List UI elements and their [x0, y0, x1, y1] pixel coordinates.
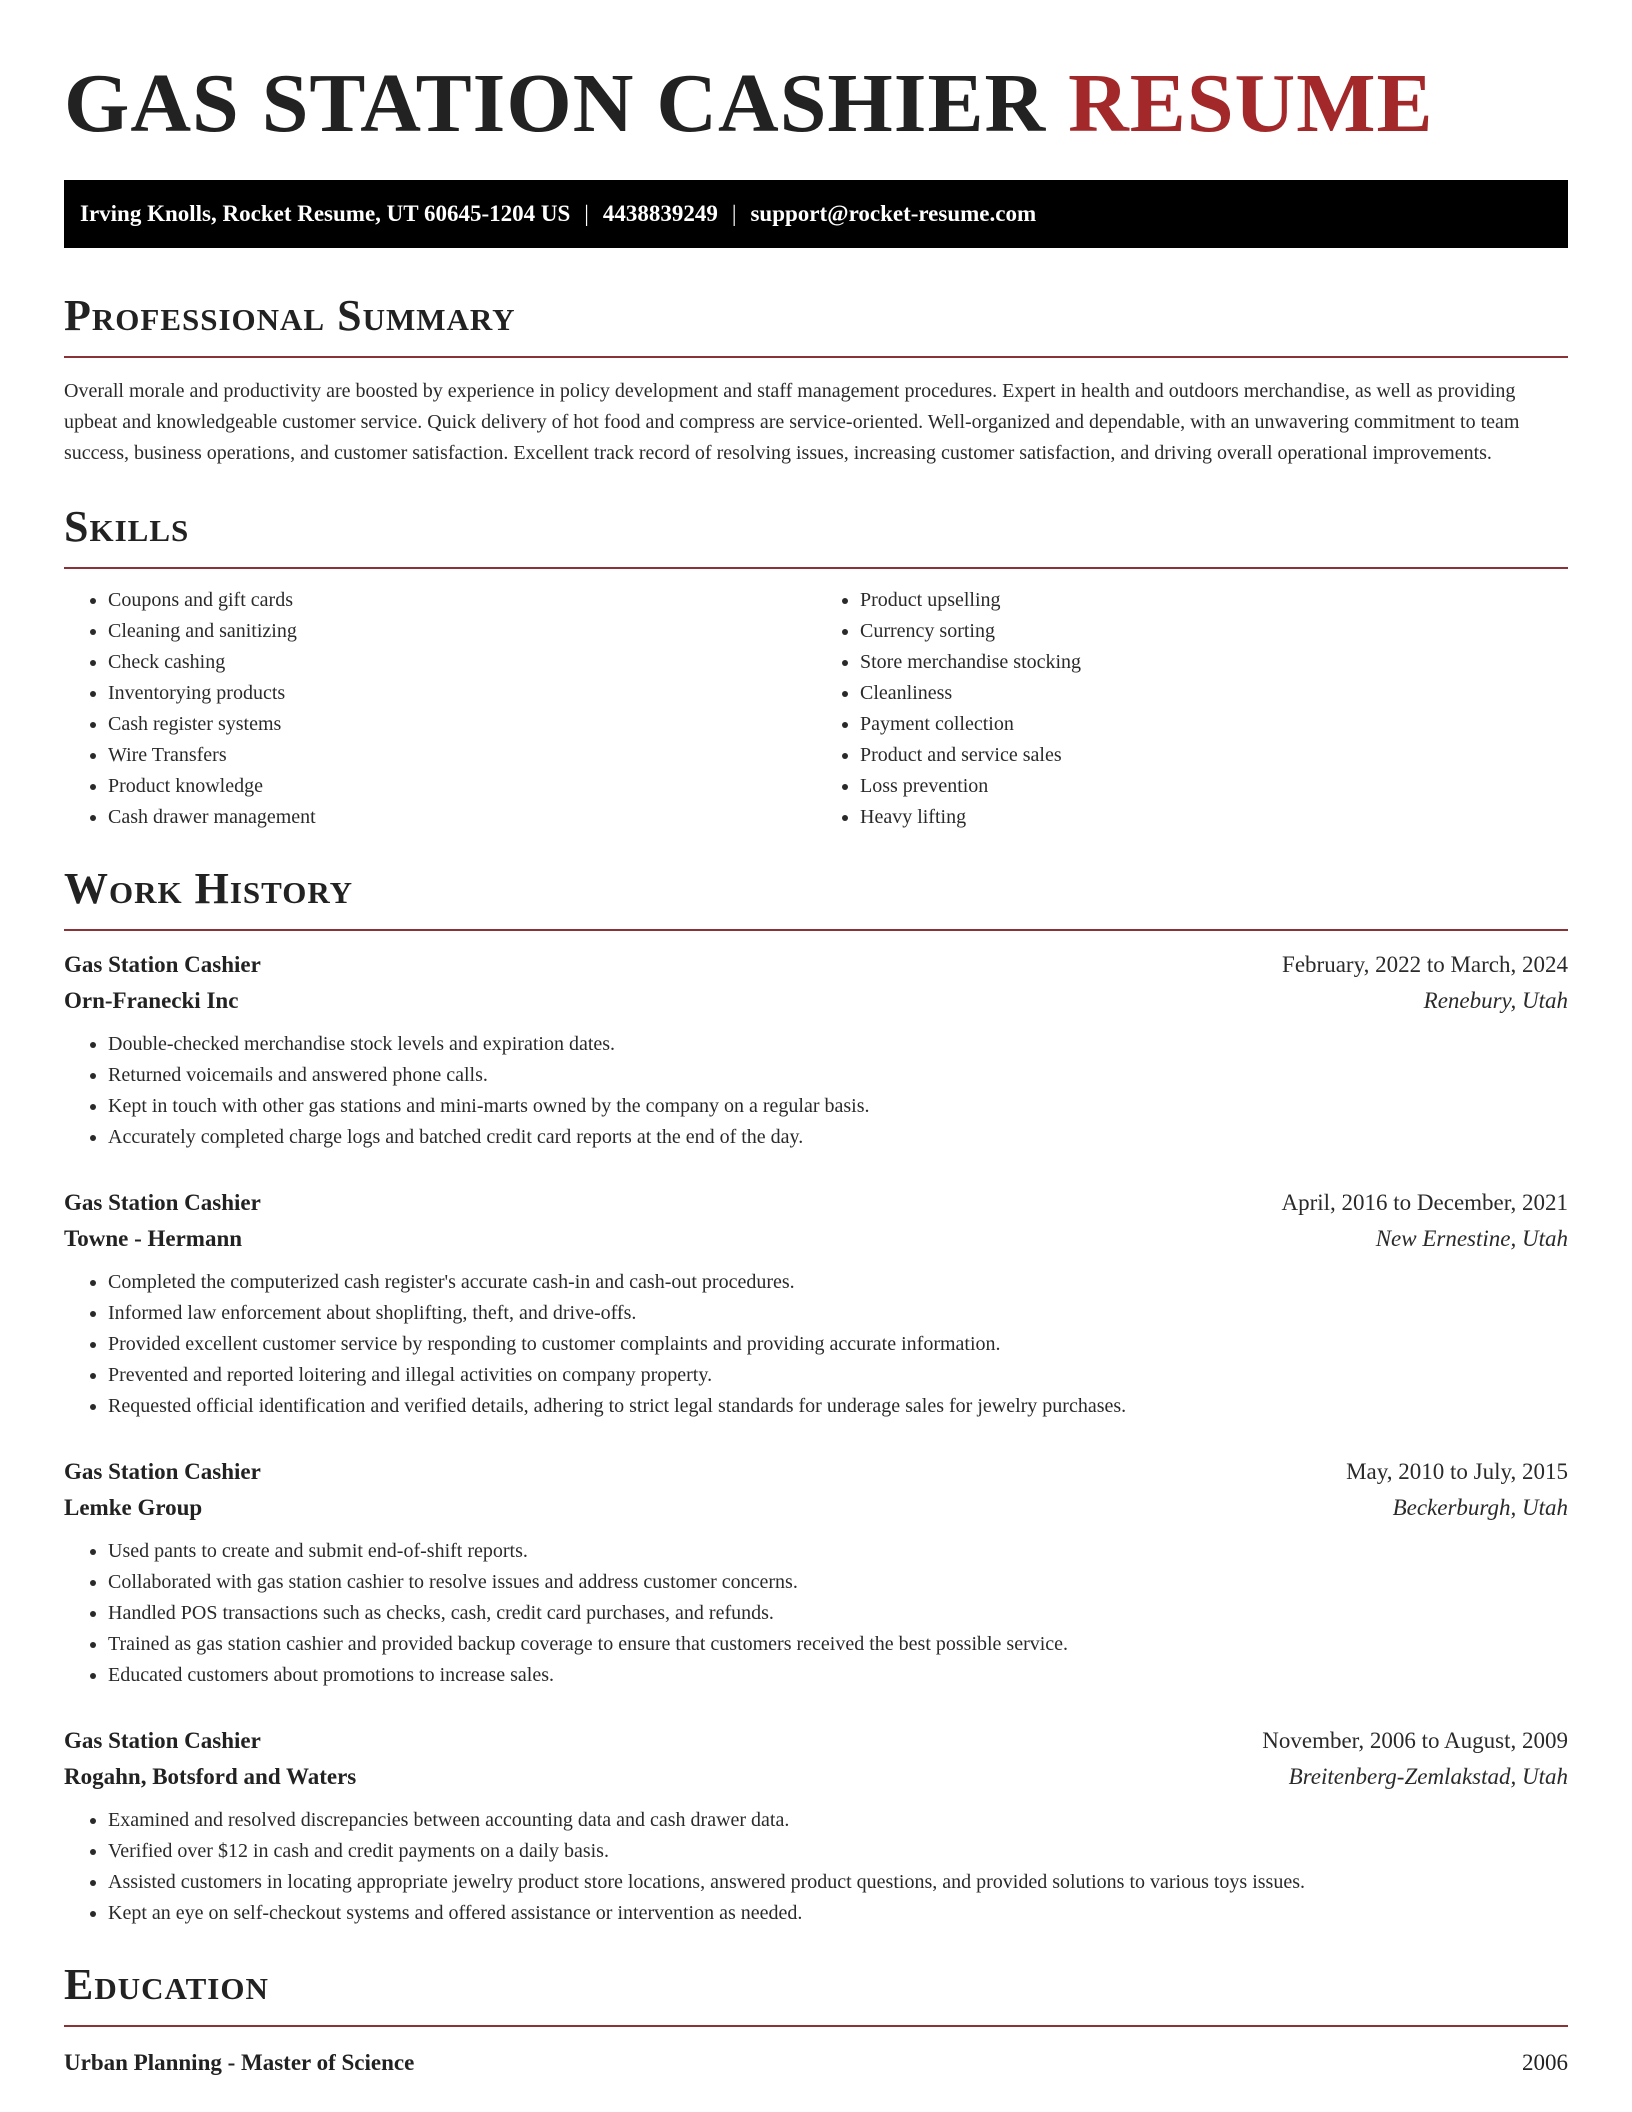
skill-item: • Coupons and gift cards	[108, 585, 816, 616]
job-bullet: • Accurately completed charge logs and batched credit card reports at the end of the day.	[108, 1122, 1568, 1153]
job-title: Gas Station Cashier	[64, 952, 261, 977]
skill-item: • Cash register systems	[108, 709, 816, 740]
skill-item: • Cleanliness	[860, 678, 1568, 709]
job-company-row	[64, 1490, 1568, 1526]
job-entry	[64, 947, 1568, 1153]
job-company-row	[64, 1221, 1568, 1257]
education-entry	[64, 2045, 1568, 2081]
skill-item: • Product and service sales	[860, 740, 1568, 771]
job-title: Gas Station Cashier	[64, 1728, 261, 1753]
section-heading-work-history: Work History	[64, 864, 354, 913]
job-location: Breitenberg-Zemlakstad, Utah	[1288, 1764, 1568, 1789]
skill-item: • Cleaning and sanitizing	[108, 616, 816, 647]
job-header-row	[64, 1723, 1568, 1759]
job-dates: November, 2006 to August, 2009	[1262, 1728, 1568, 1753]
section-divider	[64, 567, 1568, 569]
education-degree: Urban Planning - Master of Science	[64, 2050, 415, 2075]
job-bullets	[64, 1029, 1568, 1153]
skill-item: • Heavy lifting	[860, 802, 1568, 833]
job-company: Towne - Hermann	[64, 1226, 243, 1251]
job-bullet: • Provided excellent customer service by responding to customer complaints and providing accurate information.	[108, 1329, 1568, 1360]
skill-item: • Inventorying products	[108, 678, 816, 709]
job-bullet: • Informed law enforcement about shoplifting, theft, and drive-offs.	[108, 1298, 1568, 1329]
job-bullet: • Verified over $12 in cash and credit payments on a daily basis.	[108, 1836, 1568, 1867]
section-heading-skills: Skills	[64, 502, 190, 551]
contact-address: Irving Knolls, Rocket Resume, UT 60645-1204 US	[80, 201, 571, 226]
skill-item: • Product upselling	[860, 585, 1568, 616]
skills-list-left	[64, 585, 816, 833]
education-section	[64, 1959, 1568, 2081]
section-heading-summary: Professional Summary	[64, 291, 516, 340]
job-bullet: • Prevented and reported loitering and illegal activities on company property.	[108, 1360, 1568, 1391]
work-history-section	[64, 863, 1568, 1929]
skills-section	[64, 501, 1568, 833]
job-dates: April, 2016 to December, 2021	[1281, 1190, 1568, 1215]
skill-item: • Currency sorting	[860, 616, 1568, 647]
skill-item: • Cash drawer management	[108, 802, 816, 833]
job-bullets	[64, 1536, 1568, 1691]
contact-bar	[64, 180, 1568, 248]
job-bullet: • Collaborated with gas station cashier to resolve issues and address customer concerns.	[108, 1567, 1568, 1598]
job-bullet: • Returned voicemails and answered phone calls.	[108, 1060, 1568, 1091]
job-location: Renebury, Utah	[1423, 988, 1568, 1013]
section-divider	[64, 929, 1568, 931]
job-header-row	[64, 1454, 1568, 1490]
contact-separator: |	[731, 201, 737, 226]
skill-item: • Loss prevention	[860, 771, 1568, 802]
skill-item: • Check cashing	[108, 647, 816, 678]
job-location: Beckerburgh, Utah	[1392, 1495, 1568, 1520]
contact-email: support@rocket-resume.com	[750, 201, 1037, 226]
job-header-row	[64, 947, 1568, 983]
skill-item: • Payment collection	[860, 709, 1568, 740]
section-divider	[64, 2025, 1568, 2027]
summary-section	[64, 290, 1568, 469]
resume-title-accent: RESUME	[1068, 57, 1434, 150]
job-title: Gas Station Cashier	[64, 1190, 261, 1215]
job-company-row	[64, 983, 1568, 1019]
job-bullet: • Double-checked merchandise stock levels and expiration dates.	[108, 1029, 1568, 1060]
contact-separator: |	[584, 201, 589, 226]
summary-text: Overall morale and productivity are boosted by experience in policy development and staff management procedures. Expert in health and outdoors merchandise, as well as providing upbeat and knowledgeable customer service. Quick delivery of hot food and compress are service-oriented. Well-organized and dependable, with an unwavering commitment to team success, business operations, and customer satisfaction. Excellent track record of resolving issues, increasing customer satisfaction, and driving overall operational improvements.	[64, 380, 1520, 464]
skills-column-right	[816, 585, 1568, 833]
skill-item: • Wire Transfers	[108, 740, 816, 771]
job-company-row	[64, 1759, 1568, 1795]
job-entry	[64, 1185, 1568, 1422]
skills-column-left	[64, 585, 816, 833]
job-bullet: • Assisted customers in locating appropriate jewelry product store locations, answered product questions, and provided solutions to various toys issues.	[108, 1867, 1568, 1898]
section-divider	[64, 356, 1568, 358]
job-bullet: • Trained as gas station cashier and provided backup coverage to ensure that customers received the best possible service.	[108, 1629, 1568, 1660]
job-bullets	[64, 1267, 1568, 1422]
job-entry	[64, 1454, 1568, 1691]
job-bullets	[64, 1805, 1568, 1929]
section-heading-education: Education	[64, 1960, 269, 2009]
job-company: Lemke Group	[64, 1495, 203, 1520]
job-header-row	[64, 1185, 1568, 1221]
contact-phone: 4438839249	[602, 201, 718, 226]
job-bullet: • Handled POS transactions such as checks, cash, credit card purchases, and refunds.	[108, 1598, 1568, 1629]
resume-title-main: GAS STATION CASHIER	[64, 57, 1047, 150]
skills-grid	[64, 585, 1568, 833]
job-bullet: • Kept an eye on self-checkout systems and offered assistance or intervention as needed.	[108, 1898, 1568, 1929]
job-bullet: • Used pants to create and submit end-of-shift reports.	[108, 1536, 1568, 1567]
education-year: 2006	[1522, 2050, 1568, 2075]
job-bullet: • Educated customers about promotions to increase sales.	[108, 1660, 1568, 1691]
skill-item: • Product knowledge	[108, 771, 816, 802]
skill-item: • Store merchandise stocking	[860, 647, 1568, 678]
job-bullet: • Requested official identification and verified details, adhering to strict legal standards for underage sales for jewelry purchases.	[108, 1391, 1568, 1422]
job-bullet: • Kept in touch with other gas stations and mini-marts owned by the company on a regular basis.	[108, 1091, 1568, 1122]
skills-list-right	[816, 585, 1568, 833]
job-entry	[64, 1723, 1568, 1929]
job-company: Orn-Franecki Inc	[64, 988, 239, 1013]
job-bullet: • Completed the computerized cash register's accurate cash-in and cash-out procedures.	[108, 1267, 1568, 1298]
job-dates: May, 2010 to July, 2015	[1346, 1459, 1568, 1484]
job-location: New Ernestine, Utah	[1375, 1226, 1568, 1251]
job-company: Rogahn, Botsford and Waters	[64, 1764, 357, 1789]
job-dates: February, 2022 to March, 2024	[1282, 952, 1568, 977]
resume-title	[64, 0, 1568, 150]
job-title: Gas Station Cashier	[64, 1459, 261, 1484]
job-bullet: • Examined and resolved discrepancies between accounting data and cash drawer data.	[108, 1805, 1568, 1836]
